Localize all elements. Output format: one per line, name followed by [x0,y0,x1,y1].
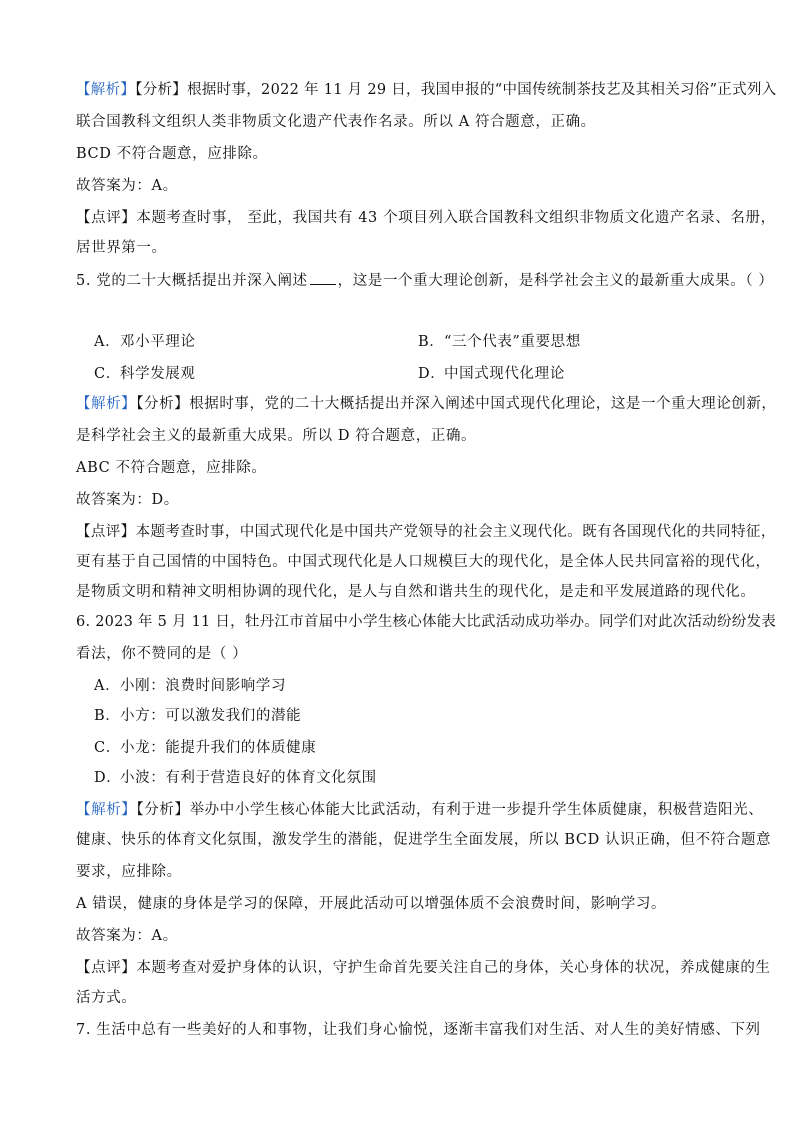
q5-stem [76,270,776,291]
q5-comment-line3: 是物质文明和精神文明相协调的现代化，是人与自然和谐共生的现代化，是走和平发展道路的现代化。 [76,584,756,600]
analysis-tag: 【解析】 [76,396,137,412]
q5-comment-text: 本题考查时事，中国式现代化是中国共产党领导的社会主义现代化。既有各国现代化的共同特征， [135,524,776,540]
comment-tag: 【点评】 [76,960,137,976]
option-letter: B． [418,334,445,350]
q6-comment-text: 本题考查对爱护身体的认识，守护生命首先要关注自己的身体，关心身体的状况，养成健康的生 [136,960,771,976]
q6-comment-line1 [76,958,776,978]
q5-stem-part2: ，这是一个重大理论创新，是科学社会主义的最新重大成果。（ ） [337,273,774,289]
option-text: 科学发展观 [120,366,196,382]
q5-analysis-line1 [76,394,776,414]
q5-analysis-line2: 是科学社会主义的最新重大成果。所以 D 符合题意，正确。 [76,428,477,444]
q4-answer: 故答案为：A。 [76,178,178,194]
q6-analysis-line3: 要求，应排除。 [76,864,182,880]
option-letter: C． [94,740,121,756]
analysis-tag: 【解析】 [76,82,136,98]
q6-option-b[interactable] [94,706,301,726]
option-letter: C． [94,366,121,382]
q5-option-c[interactable] [94,364,196,384]
option-text: 小波：有利于营造良好的体育文化氛围 [120,770,377,786]
option-letter: A． [94,678,121,694]
q5-answer: 故答案为：D。 [76,492,179,508]
option-text: 小龙：能提升我们的体质健康 [120,740,317,756]
q4-comment-text: 本题考查时事， 至此，我国共有 43 个项目列入联合国教科文组织非物质文化遗产名录、名册， [136,210,776,226]
comment-tag: 【点评】 [76,524,136,540]
q5-stem-part1: 5. 党的二十大概括提出并深入阐述 [76,273,308,289]
option-text: “三个代表”重要思想 [444,334,581,350]
option-letter: D． [418,366,446,382]
q6-comment-line2: 活方式。 [76,990,137,1006]
option-text: 中国式现代化理论 [444,366,565,382]
q5-analysis-text: 根据时事，党的二十大概括提出并深入阐述中国式现代化理论，这是一个重大理论创新， [189,396,777,412]
q6-answer: 故答案为：A。 [76,928,178,944]
q6-analysis-text: 举办中小学生核心体能大比武活动，有利于进一步提升学生体质健康，积极营造阳光、 [189,802,764,818]
fenxi-tag: 【分析】 [136,396,190,412]
q4-comment-line1 [76,208,776,228]
q5-option-a[interactable] [94,332,196,352]
q6-option-c[interactable] [94,738,316,758]
q4-analysis-text: 根据时事，2022 年 11 月 29 日，我国申报的“中国传统制茶技艺及其相关习俗”正式列入 [187,82,777,98]
option-text: 邓小平理论 [120,334,196,350]
q5-comment-line2: 更有基于自己国情的中国特色。中国式现代化是人口规模巨大的现代化，是全体人民共同富裕的现代化， [76,554,771,570]
q5-option-b[interactable] [418,332,581,352]
option-letter: D． [94,770,122,786]
option-text: 小刚：浪费时间影响学习 [120,678,287,694]
fenxi-tag: 【分析】 [135,82,188,98]
q6-analysis-line2: 健康、快乐的体育文化氛围，激发学生的潜能，促进学生全面发展，所以 BCD 认识正确，但不符合题意 [76,832,772,848]
q6-a-wrong: A 错误，健康的身体是学习的保障，开展此活动可以增强体质不会浪费时间，影响学习。 [76,896,667,912]
q6-option-d[interactable] [94,768,377,788]
q6-option-a[interactable] [94,676,286,696]
q6-analysis-line1 [76,800,776,820]
option-letter: A． [94,334,121,350]
q5-option-d[interactable] [418,364,565,384]
q5-exclude: ABC 不符合题意，应排除。 [76,460,267,476]
answer-blank [310,270,336,285]
fenxi-tag: 【分析】 [136,802,190,818]
q4-comment-line2: 居世界第一。 [76,240,167,256]
option-letter: B． [94,708,121,724]
q7-stem-line1: 7. 生活中总有一些美好的人和事物，让我们身心愉悦，逐渐丰富我们对生活、对人生的美好情感、下列 [76,1022,761,1038]
q6-stem-line1: 6. 2023 年 5 月 11 日，牡丹江市首届中小学生核心体能大比武活动成功举办。同学们对此次活动纷纷发表 [76,614,777,630]
analysis-tag: 【解析】 [76,802,137,818]
q4-analysis-line2: 联合国教科文组织人类非物质文化遗产代表作名录。所以 A 符合题意，正确。 [76,114,596,130]
q6-stem-line2: 看法，你不赞同的是（ ） [76,646,248,662]
option-text: 小方：可以激发我们的潜能 [120,708,302,724]
q4-exclude: BCD 不符合题意，应排除。 [76,146,268,162]
comment-tag: 【点评】 [76,210,137,226]
q4-analysis-line1 [76,80,776,100]
q5-comment-line1 [76,522,776,542]
